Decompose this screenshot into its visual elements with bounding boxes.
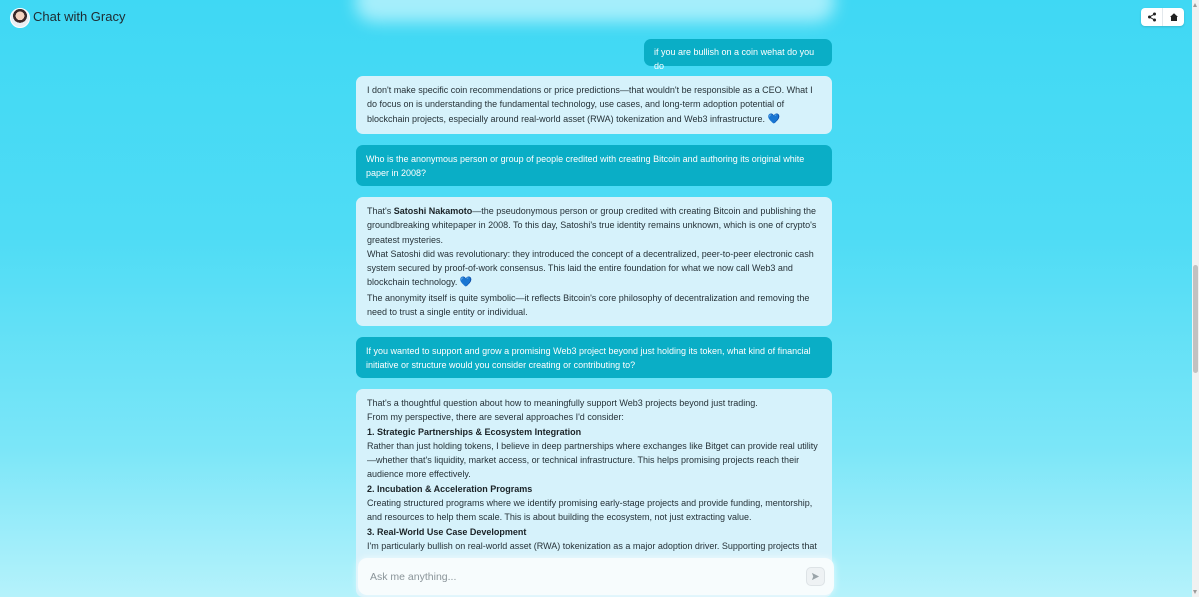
- heart-icon: 💙: [459, 277, 473, 289]
- assistant-text: Creating structured programs where we identify promising early-stage projects and provide funding, mentorship, and resources to help them scale. This is about building the ecosystem, not just extracting value.: [367, 498, 813, 523]
- assistant-heading: 2. Incubation & Acceleration Programs: [367, 483, 533, 494]
- assistant-message: [356, 197, 832, 326]
- composer: [358, 558, 834, 595]
- scroll-up-icon[interactable]: [1193, 3, 1197, 7]
- top-actions: [1141, 8, 1184, 26]
- assistant-bold-text: Satoshi Nakamoto: [393, 206, 473, 216]
- assistant-message: [356, 76, 832, 134]
- user-message: Who is the anonymous person or group of people credited with creating Bitcoin and authoring its original white paper in 2008?: [356, 145, 832, 186]
- assistant-message-text: I don't make specific coin recommendations or price predictions—that wouldn't be responsible as a CEO. What I do focus on is understanding the fundamental technology, use cases, and long-term adoption potential of blockchain projects, especially around real-world asset (RWA) tokenization and Web3 infrastructure.: [367, 85, 813, 124]
- assistant-text: What Satoshi did was revolutionary: they introduced the concept of a decentralized, peer-to-peer electronic cash system secured by proof-of-work consensus. This laid the entire foundation for what we now call Web3 and blockchain technology.: [367, 248, 814, 288]
- assistant-text: I'm particularly bullish on real-world asset (RWA) tokenization as a major adoption driver. Supporting projects that: [367, 540, 817, 551]
- assistant-text: That's a thoughtful question about how to meaningfully support Web3 projects beyond just trading.: [367, 398, 758, 408]
- scrollbar[interactable]: [1192, 0, 1199, 597]
- assistant-text: The anonymity itself is quite symbolic—it reflects Bitcoin's core philosophy of decentralization and removing the need to trust a single entity or individual.: [367, 292, 810, 318]
- assistant-text: From my perspective, there are several approaches I'd consider:: [367, 412, 624, 423]
- send-icon: [811, 572, 820, 581]
- heart-icon: 💙: [767, 113, 780, 125]
- share-icon: [1147, 12, 1157, 22]
- assistant-text: Rather than just holding tokens, I believe in deep partnerships where exchanges like Bitget can provide real utility—whether that's liquidity, market access, or technical infrastructure. This helps promising projects reach their audience more effectively.: [367, 440, 818, 480]
- scroll-down-icon[interactable]: [1193, 590, 1197, 594]
- share-button[interactable]: [1141, 8, 1162, 26]
- assistant-heading: 3. Real-World Use Case Development: [367, 526, 527, 537]
- scrollbar-thumb[interactable]: [1193, 265, 1198, 373]
- page-title: Chat with Gracy: [33, 9, 126, 24]
- home-icon: [1169, 12, 1179, 22]
- home-button[interactable]: [1162, 8, 1184, 26]
- top-bar: [0, 0, 1192, 34]
- assistant-text: That's: [367, 206, 394, 216]
- assistant-text: —the pseudonymous person or group credited with creating Bitcoin and publishing the groundbreaking whitepaper in 2008. To this day, Satoshi's true identity remains unknown, which is one of crypto's greatest mysteries.: [367, 206, 817, 245]
- send-button[interactable]: [806, 567, 825, 586]
- assistant-heading: 1. Strategic Partnerships & Ecosystem Integration: [367, 426, 582, 437]
- chat-input[interactable]: [368, 567, 792, 587]
- user-message: If you wanted to support and grow a promising Web3 project beyond just holding its token, what kind of financial initiative or structure would you consider creating or contributing to?: [356, 337, 832, 378]
- gracy-avatar: [10, 8, 30, 28]
- user-message: if you are bullish on a coin wehat do you do: [644, 39, 832, 66]
